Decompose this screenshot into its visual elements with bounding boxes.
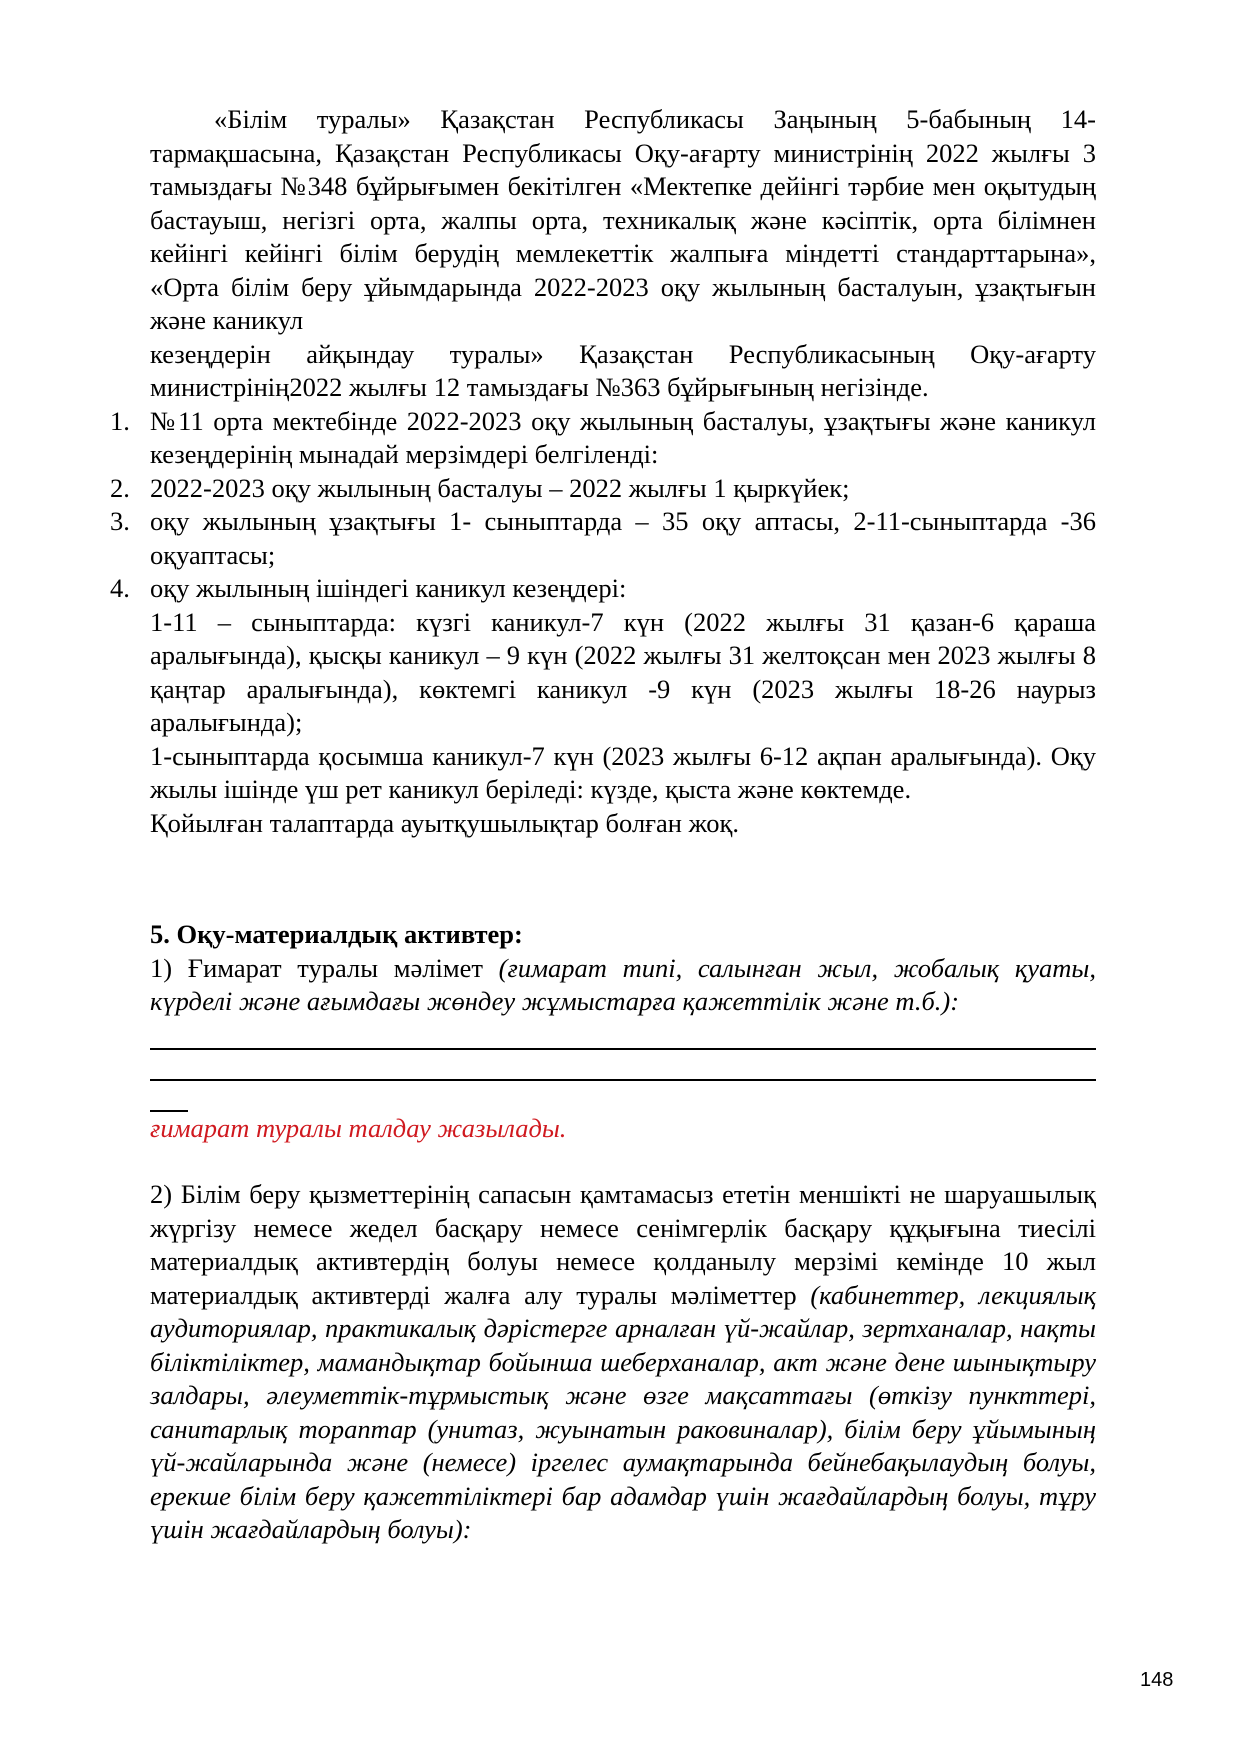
list-item-text: оқу жылының ұзақтығы 1- сыныптарда – 35 оқу аптасы, 2-11-сыныптарда -36 оқуаптасы; [150, 506, 1096, 570]
spacer [150, 840, 1096, 918]
intro-paragraph-1: «Білім туралы» Қазақстан Республикасы Заңының 5-бабының 14-тармақшасына, Қазақстан Республикасы Оқу-ағарту министрінің 2022 жылғы 3 тамыздағы №348 бұйрығымен бекітілген «Мектепке дейінгі тәрбие мен оқытудың бастауыш, негізгі орта, жалпы орта, техникалық және кәсіптік, орта білімнен кейінгі кейінгі білім берудің мемлекеттік жалпыға міндетті стандарттарына», «Орта білім беру ұйымдарында 2022-2023 оқу жылының басталуын, ұзақтығын және каникул [150, 104, 1096, 335]
section-item-2 [150, 1178, 1096, 1547]
fill-in-line [150, 1050, 1096, 1081]
section-item-2-lead: 2) Білім беру қызметтерінің сапасын қамтамасыз ететін меншікті не шаруашылық жүргізу немесе жедел басқару немесе сенімгерлік басқару құқығына тиесілі материалдық активтердің болуы немесе қолданылу мерзімі кемінде 10 жыл материалдық активтерді жалға алу туралы мәліметтер [150, 1179, 1096, 1310]
list-marker: 3. [110, 506, 130, 536]
section-item-2-details: (кабинеттер, лекциялық аудиториялар, практикалық дәрістерге арналған үй-жайлар, зертханалар, нақты біліктіліктер, мамандықтар бойынша шеберханалар, акт және дене шынықтыру залдары, әлеуметтік-тұрмыстық және өзге мақсаттағы (өткізу пункттері, санитарлық тораптар (унитаз, жуынатын раковиналар), білім беру ұйымының үй-жайларында және (немесе) іргелес аумақтарында бейнебақылаудың болуы, ерекше білім беру қажеттіліктері бар адамдар үшін жағдайлардың болуы, тұру үшін жағдайлардың болуы): [150, 1279, 1096, 1544]
analysis-note: ғимарат туралы талдау жазылады. [150, 1112, 567, 1143]
list-item [110, 505, 1096, 572]
fill-in-line [150, 1019, 1096, 1050]
spacer [150, 1145, 1096, 1178]
section-item-1-details: (ғимарат типі, салынған жыл, жобалық қуаты, күрделі және ағымдағы жөндеу жұмыстарға қажеттілік және т.б.): [150, 952, 1096, 1016]
list-marker: 2. [110, 472, 130, 503]
section-heading: 5. Оқу-материалдық активтер: [150, 919, 523, 949]
section-item-1 [150, 952, 1096, 1019]
holidays-paragraph-3: Қойылған талаптарда ауытқушылықтар болған жоқ. [150, 807, 740, 838]
section-item-1-lead: 1) Ғимарат туралы мәлімет [150, 952, 499, 983]
holidays-paragraph-2: 1-сыныптарда қосымша каникул-7 күн (2023 жылғы 6-12 ақпан аралығында). Оқу жылы ішінде үш рет каникул беріледі: күзде, қыста және көктемде. [150, 740, 1096, 804]
fill-in-line-short [150, 1081, 188, 1112]
intro-paragraph-2: кезеңдерін айқындау туралы» Қазақстан Республикасының Оқу-ағарту министрінің2022 жылғы 12 тамыздағы №363 бұйрығының негізінде. [150, 338, 1096, 402]
numbered-list [110, 405, 1096, 606]
list-item [110, 405, 1096, 472]
list-marker: 4. [110, 573, 130, 603]
page-number: 148 [1140, 1669, 1174, 1691]
list-item-text: оқу жылының ішіндегі каникул кезеңдері: [150, 573, 627, 603]
list-item-text: 2022-2023 оқу жылының басталуы – 2022 жылғы 1 қыркүйек; [150, 472, 850, 503]
list-item [110, 572, 1096, 606]
list-item [110, 472, 1096, 506]
holidays-paragraph-1: 1-11 – сыныптарда: күзгі каникул-7 күн (2022 жылғы 31 қазан-6 қараша аралығында), қысқы каникул – 9 күн (2022 жылғы 31 желтоқсан мен 2023 жылғы 8 қаңтар аралығында), көктемгі каникул -9 күн (2023 жылғы 18-26 наурыз аралығында); [150, 606, 1096, 737]
page-content [110, 103, 1096, 1547]
list-marker: 1. [110, 405, 130, 436]
list-item-text: №11 орта мектебінде 2022-2023 оқу жылының басталуы, ұзақтығы және каникул кезеңдерінің мынадай мерзімдері белгіленді: [150, 405, 1096, 469]
